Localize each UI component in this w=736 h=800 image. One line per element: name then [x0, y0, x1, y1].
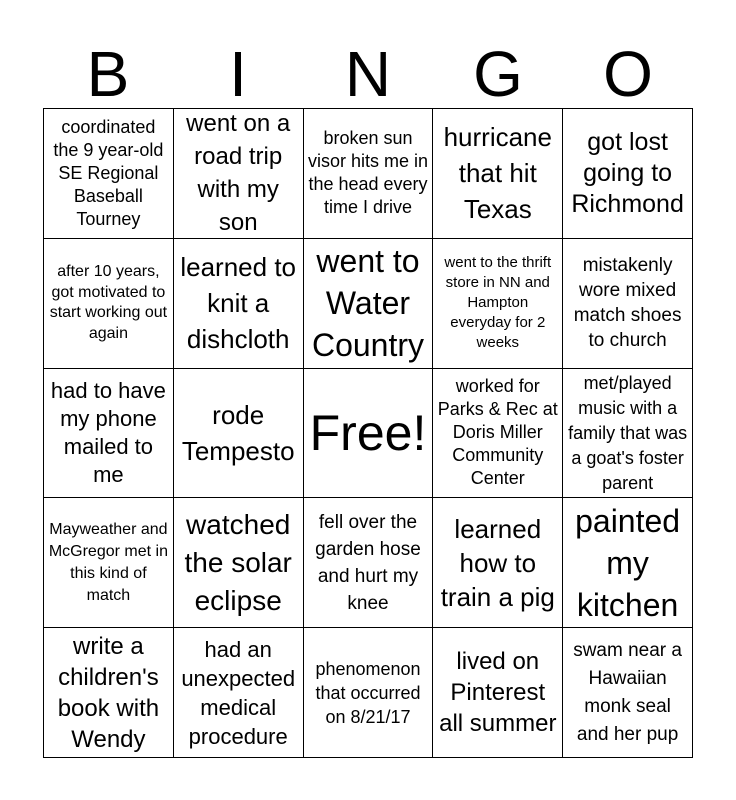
cell-text: mistakenly wore mixed match shoes to church	[573, 255, 682, 352]
cell-text: after 10 years, got motivated to start working out again	[49, 263, 168, 342]
bingo-free-space[interactable]	[304, 369, 434, 499]
bingo-cell[interactable]	[304, 239, 434, 369]
bingo-cell[interactable]	[174, 239, 304, 369]
bingo-cell[interactable]	[174, 369, 304, 499]
bingo-cell[interactable]	[44, 109, 174, 239]
header-letter-g: G	[473, 38, 523, 110]
bingo-cell[interactable]	[563, 498, 693, 628]
cell-text: got lost going to Richmond	[571, 127, 684, 218]
cell-text: met/played music with a family that was a goat's foster parent	[568, 372, 688, 493]
cell-text: watched the solar eclipse	[184, 508, 292, 616]
bingo-cell[interactable]	[433, 369, 563, 499]
bingo-cell[interactable]	[304, 109, 434, 239]
cell-text: painted my kitchen	[575, 502, 681, 623]
header-letter-n: N	[344, 38, 392, 110]
cell-text: Mayweather and McGregor met in this kind of match	[48, 520, 168, 604]
bingo-cell[interactable]	[174, 628, 304, 758]
cell-text: went to Water Country	[311, 243, 425, 364]
bingo-cell[interactable]	[563, 239, 693, 369]
header-letter-i: I	[229, 38, 247, 110]
bingo-cell[interactable]	[563, 628, 693, 758]
bingo-cell[interactable]	[433, 628, 563, 758]
free-space-text: Free!	[309, 404, 427, 461]
bingo-cell[interactable]	[304, 498, 434, 628]
bingo-cell[interactable]	[44, 498, 174, 628]
cell-text: had an unexpected medical procedure	[181, 636, 296, 749]
bingo-cell[interactable]	[433, 239, 563, 369]
cell-text: rode Tempesto	[181, 399, 295, 466]
bingo-cell[interactable]	[433, 498, 563, 628]
cell-text: lived on Pinterest all summer	[439, 648, 557, 738]
cell-text: broken sun visor hits me in the head every time I drive	[307, 128, 429, 218]
bingo-card-grid	[43, 108, 693, 758]
cell-text: worked for Parks & Rec at Doris Miller Community Center	[437, 376, 558, 489]
cell-text: learned to knit a dishcloth	[180, 252, 297, 355]
bingo-header	[43, 40, 693, 108]
bingo-cell[interactable]	[433, 109, 563, 239]
cell-text: went on a road trip with my son	[186, 110, 291, 237]
header-letter-b: B	[86, 38, 130, 110]
cell-text: coordinated the 9 year-old SE Regional Baseball Tourney	[53, 116, 164, 229]
header-letter-o: O	[603, 38, 653, 110]
cell-text: fell over the garden hose and hurt my knee	[315, 511, 421, 614]
bingo-cell[interactable]	[174, 109, 304, 239]
bingo-cell[interactable]	[44, 369, 174, 499]
cell-text: swam near a Hawaiian monk seal and her pup	[573, 639, 682, 745]
bingo-cell[interactable]	[44, 628, 174, 758]
bingo-cell[interactable]	[174, 498, 304, 628]
cell-text: went to the thrift store in NN and Hampton everyday for 2 weeks	[444, 254, 552, 352]
cell-text: write a children's book with Wendy	[57, 632, 160, 753]
bingo-cell[interactable]	[304, 628, 434, 758]
cell-text: had to have my phone mailed to me	[50, 377, 166, 487]
cell-text: phenomenon that occurred on 8/21/17	[315, 658, 421, 727]
cell-text: hurricane that hit Texas	[443, 122, 552, 225]
cell-text: learned how to train a pig	[440, 513, 555, 612]
bingo-cell[interactable]	[44, 239, 174, 369]
bingo-cell[interactable]	[563, 109, 693, 239]
bingo-cell[interactable]	[563, 369, 693, 499]
